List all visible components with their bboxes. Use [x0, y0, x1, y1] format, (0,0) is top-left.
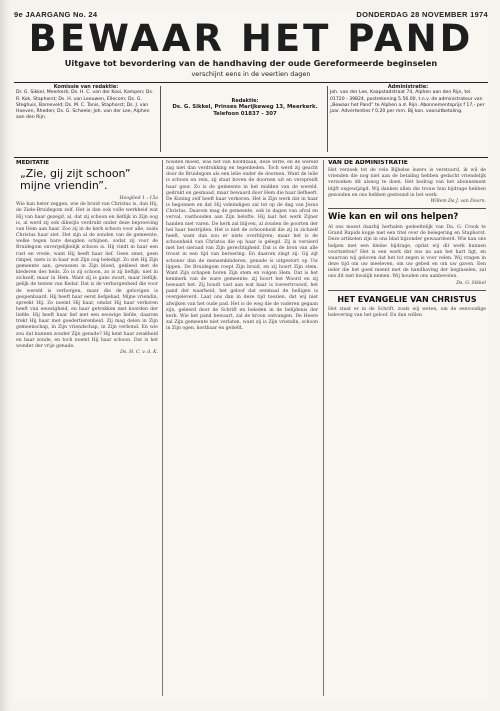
administration-text: Joh. van der Lee, Kaapstadstraat 74, Alphen aan den Rijn, tel. 01720 - 39824, postrekening 5.56.00, t.n.v. de administrateur van „Bewaar het Pand” te Alphen a.d. Rijn. Abonnementsprijs f 17,- per jaar. Advertenties f 0,20 per mm. Bij kon. vooruitbetaling.: [330, 90, 485, 115]
meditation-label: MEDITATIE: [16, 160, 50, 166]
commission-heading: Komissie van redaktie:: [53, 84, 119, 90]
gospel-heading: HET EVANGELIE VAN CHRISTUS: [337, 294, 477, 304]
meditation-headline: „Zie, gij zijt schoon” mijne vriendin”.: [20, 167, 131, 193]
section-rule: [328, 208, 486, 209]
divider-rule: [14, 82, 488, 83]
administration-box: [330, 84, 486, 154]
help-signature: Ds. G. Sikkel: [456, 280, 486, 286]
administration-heading: Administratie:: [387, 84, 429, 90]
admin-heading: VAN DE ADMINISTRATIE: [328, 160, 408, 166]
divider-rule: [14, 157, 488, 158]
help-body: Al ons moest daarbij herhalen gedeeltelijk van Da. G. Crook te Grand Rapids kopje met een titel over de belegering en Staphorst. Deze artikelen zijn in ons blad bijzonder gewaardeerd. Wie kan ons helpen met een kleine bijdrage, opdat wij dit werk kunnen voortzetten? Het is een werk dat ons na aan het hart ligt, en waarvan wij geloven dat het tot zegen is voor velen. Wij vragen in deze tijd om uw meeleven, om uw gebed en om uw gaven. Een ieder die het goed meent met de handhaving der beginselen, zal ons dit niet kwalijk nemen. Wij houden ons aanbevolen.: [328, 225, 486, 280]
issue-date: DONDERDAG 28 NOVEMBER 1974: [356, 10, 488, 19]
gospel-body: Het staat er in de Schrift, zoals wij weten, om de eenvoudige belevering van het geloof. En dan willen: [328, 306, 486, 318]
column-separator: [162, 160, 163, 696]
column-meditation: [16, 160, 158, 696]
scan-edge-shadow: [0, 0, 10, 711]
commission-box: [16, 84, 156, 154]
box-separator: [160, 86, 161, 152]
admin-body: Het verzoek tot de vele Bijbelse lezers is verstuurd, ik wil de vrienden die nog niet aan de betaling hebben gedacht vriendelijk verzoeken dit alsnog te doen. Het bedrag van het abonnement blijft ongewijzigd. Wij danken allen die trouw hun bijdrage hebben gezonden en ons hebben gesteund in het werk.: [328, 168, 486, 198]
column-administration: [328, 160, 486, 696]
masthead-subtitle: Uitgave tot bevordering van de handhaving der oude Gereformeerde beginselen: [64, 58, 438, 68]
editor-box: [165, 84, 325, 154]
section-rule: [328, 290, 486, 291]
issue-number: 9e JAARGANG No. 24: [14, 10, 98, 19]
article-body: houden moest, was het van hoofdzaak, deze witte, en de wereld zag niet dan verdrukking en tegenheden. Toch werd zij geacht door de Bruidegom als een lelie onder de doornen. Want de lelie is schoon en rein, zij staat boven de doornen uit en verspreidt haar geur. Zo is de gemeente in het midden van de wereld, gedrukt en gesmaad, maar bewaard door Hem die haar liefheeft. De Koning zelf heeft haar verkoren. Het is Zijn werk dat in haar is begonnen en dat Hij voleindigen zal tot op de dag van Jezus Christus. Daarom mag de gemeente, ook in dagen van afval en verval, vasthouden aan Zijn belofte. Hij laat het werk Zijner handen niet varen. De kerk zal blijven, al zouden de poorten der hel haar bestrijden. Het is niet de schoonheid die zij in zichzelf heeft, want dan zou er niets overblijven; maar het is de schoonheid van Christus die op haar is gelegd. Zij is versierd met het sieraad van Zijn gerechtigheid. Dat is de bron van alle troost in een tijd van beroering. En daarom zingt zij: Gij zijt schoner dan de mensenkinderen, genade is uitgestort op Uw lippen. De Bruidegom roept Zijn bruid, en zij hoort Zijn stem. Want Zijn schapen horen Zijn stem en volgen Hem. Dat is het kenmerk van de ware gemeente: zij hoort het Woord en zij bewaart het. Zij houdt vast aan wat haar is toevertrouwd, het pand der waarheid, het geloof dat eenmaal de heiligen is overgeleverd. Laat ons dan in deze tijd toezien, dat wij niet afwijken van het oude pad. Het is de weg die de vaderen gegaan zijn, geleerd door de Schrift en beleden in de belijdenis der kerk. Wie het pand bewaart, zal de kroon ontvangen. De Heere zal Zijn gemeente niet verlaten, want zij is Zijn vriendin, schoon in Zijn ogen, kostbaar en geliefd.: [166, 160, 318, 332]
masthead-tagline: verschijnt eens in de veertien dagen: [191, 70, 311, 78]
help-heading: Wie kan en wil ons helpen?: [328, 212, 459, 223]
masthead-title: BEWAAR HET PAND: [28, 17, 474, 60]
admin-signature: Willem Da J. van Doorn.: [430, 198, 486, 204]
column-separator: [323, 160, 324, 696]
editor-text: Ds. G. Sikkel, Prinses Marijkeweg 13, Meerkerk. Telefoon 01837 - 307: [172, 104, 318, 118]
meditation-signature: Ds. H. C. v. d. K.: [120, 350, 158, 356]
column-continued: [166, 160, 318, 696]
meditation-body: Wie kan beter zeggen, wie de bruid van Christus is, dan Hij, de Ziele-Bruidegom zelf. Het is dan ook volle werkheid wat Hij van haar gezegd, al, dat zij schoon en lieflijk in Zijn oog is, al werd zij ook dikwijls verdrukt onder deze beproeving van Hem aan haar. Zoo zij in de kerk schoon voor alle, zoals Christus haar ziet. Het zijn al de zonden van de gemeente, welke tegen hare deugden schijnen, zodat zij voor de Bruidegom onvergelijkelijk schoon is. Hij vindt in haar een rust en vrede, want Hij heeft haar lief. Geen smet, geen rimpel, niets is in haar wat Zijn oog beledigt. Zo ziet Hij Zijn gemeente aan, gewassen in Zijn bloed, gekleed met de klederen des heils. Zo is zij schoon, zo is zij lieflijk; niet in zichzelf, maar in Hem. Want zij is gans zwart, maar lieflijk, gelijk de tenten van Kedar. Dat is de verborgenheid die voor de wereld is verborgen, maar die de gelovigen is geopenbaard. Hij heeft haar eerst liefgehad, Mijne vriendin, spreekt Hij. Zo noemt Hij haar, omdat Hij haar verkoren heeft van eeuwigheid, en haar getrokken met koorden der liefde. Hij heeft haar lief met een eeuwige liefde, daarom trekt Hij haar met goedertierenheid. Zij mag delen in Zijn gemeenschap, in Zijn vriendschap, in Zijn verbond. En wie zou dat kunnen zonder Zijn genade? Hij kent haar zwakheid en haar zonde, en toch noemt Hij haar schoon. Dat is het wonder der vrije genade.: [16, 202, 158, 349]
editor-heading: Redaktie:: [231, 98, 259, 104]
commission-text: Dr. G. Sikkel, Meerkerk; Ds. H. C. van der Kooi, Kampen; Ds. R. Kok, Staphorst; Ds. H. van Leeuwen, Ellecom; Ds. G. Steghuis, Barneveld; Ds. M. C. Tanis, Staphorst; Ds. J. van Hoeven, Rheden; Ds. G. Scheele; Joh. van der Lee, Alphen aan den Rijn.: [16, 90, 154, 121]
meditation-reference: Hooglied 1 : 15a: [119, 196, 158, 202]
box-separator: [327, 86, 328, 152]
